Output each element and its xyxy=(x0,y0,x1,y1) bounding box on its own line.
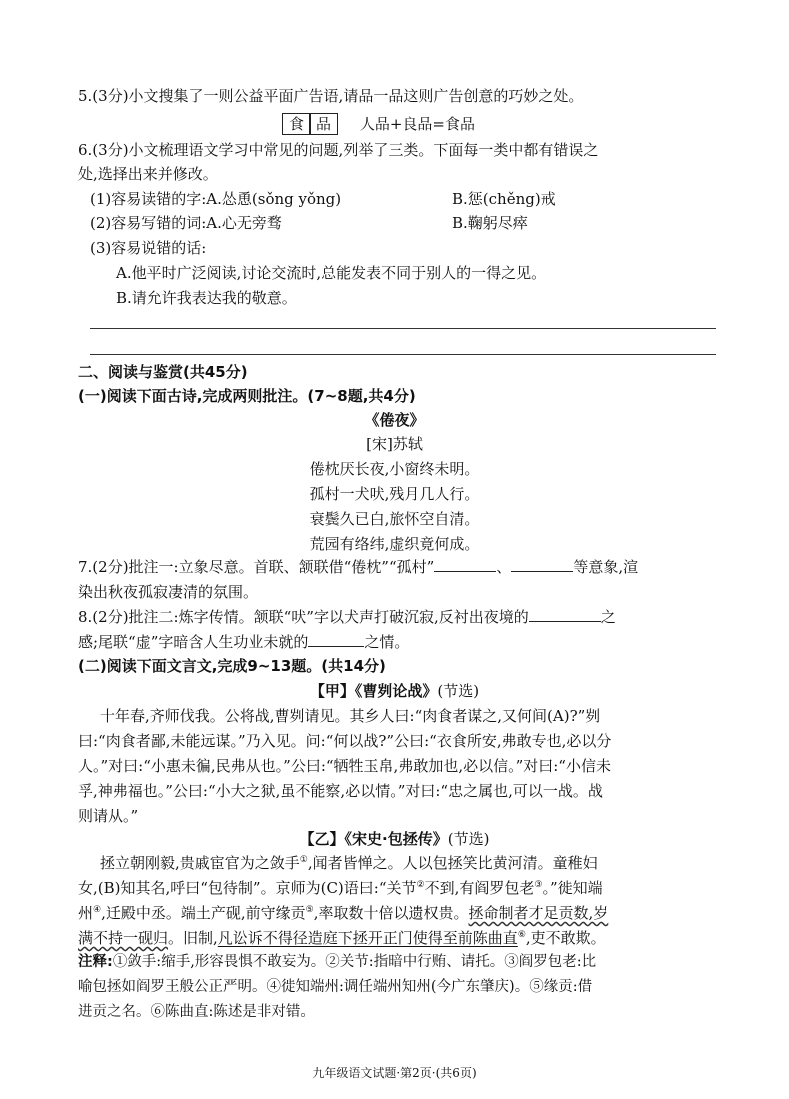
q6-row1-b: B.惩(chěng)戒 xyxy=(452,190,556,208)
jia-line-4: 孚,神弗福也。”公曰:“小大之狱,虽不能察,必以情。”对曰:“忠之属也,可以一战。战 xyxy=(78,782,603,800)
q8-blank-2[interactable] xyxy=(308,632,364,647)
poem-line-2: 孤村一犬吠,残月几人行。 xyxy=(309,485,480,503)
jia-line-5: 则请从。” xyxy=(78,807,139,825)
yi-line-1 xyxy=(100,853,598,873)
ad-formula: 人品+良品=食品 xyxy=(359,115,475,133)
yi-text: 。旧制, xyxy=(168,929,218,947)
yi-text: ,迁殿中丞。端土产砚,前守缘贡 xyxy=(101,904,306,922)
answer-line-1[interactable] xyxy=(90,328,716,329)
part-1-heading: (一)阅读下面古诗,完成两则批注。(7~8题,共4分) xyxy=(78,387,416,405)
notes-line-1 xyxy=(78,952,596,972)
yi-line-3 xyxy=(78,903,608,923)
q8-blank-1[interactable] xyxy=(529,607,601,622)
poem-line-1: 倦枕厌长夜,小窗终未明。 xyxy=(309,460,480,478)
ad-box-char-2: 品 xyxy=(309,113,338,135)
yi-text: 州 xyxy=(78,904,94,922)
part-2-heading: (二)阅读下面文言文,完成9~13题。(共14分) xyxy=(78,657,386,675)
q8-text-a: 8.(2分)批注二:炼字传情。颔联“吠”字以犬声打破沉寂,反衬出夜境的 xyxy=(78,608,529,626)
q7-separator: 、 xyxy=(496,558,512,576)
q7-blank-2[interactable] xyxy=(511,557,573,572)
q6-row3: (3)容易说错的话: xyxy=(90,239,207,257)
jia-line-2: 曰:“肉食者鄙,未能远谋。”乃入见。问:“何以战?”公曰:“衣食所安,弗敢专也,必以分 xyxy=(78,732,612,750)
poem-title: 《倦夜》 xyxy=(364,411,425,429)
footnote-mark-6: ⑥ xyxy=(517,930,526,940)
footnote-mark-3: ③ xyxy=(534,880,543,890)
jia-line-3: 人。”对曰:“小惠未徧,民弗从也。”公曰:“牺牲玉帛,弗敢加也,必以信。”对曰:“小信未 xyxy=(78,757,611,775)
footnote-mark-2: ② xyxy=(416,880,425,890)
q6-option-a: A.他平时广泛阅读,讨论交流时,总能发表不同于别人的一得之见。 xyxy=(116,264,547,282)
q5-ad xyxy=(283,113,475,135)
footnote-mark-5: ⑤ xyxy=(305,905,314,915)
yi-title-suffix: (节选) xyxy=(447,830,490,848)
q7-text-b: 等意象,渲 xyxy=(573,558,639,576)
wavy-underlined-sentence: 满不持一砚归 xyxy=(78,929,169,947)
q7-text-a: 7.(2分)批注一:立象尽意。首联、颔联借“倦枕”“孤村” xyxy=(78,558,435,576)
poem-line-4: 荒园有络纬,虚织竟何成。 xyxy=(309,535,480,553)
notes-line-2: 喻包拯如阎罗王般公正严明。④徙知端州:调任端州知州(今广东肇庆)。⑤缘贡:借 xyxy=(78,979,593,995)
poem-line-3: 衰鬓久已白,旅怀空自清。 xyxy=(309,510,480,528)
yi-line-4 xyxy=(78,928,606,948)
q5-text: 5.(3分)小文搜集了一则公益平面广告语,请品一品这则广告创意的巧妙之处。 xyxy=(78,87,584,105)
yi-text: 。”徙知端 xyxy=(542,879,603,897)
q6-option-b: B.请允许我表达我的敬意。 xyxy=(116,289,297,307)
jia-title xyxy=(0,681,789,701)
q6-row1-a: (1)容易读错的字:A.怂恿(sǒng yǒng) xyxy=(90,190,342,208)
yi-text: ,闻者皆惮之。人以包拯笑比黄河清。童稚妇 xyxy=(307,854,598,872)
q7-blank-1[interactable] xyxy=(434,557,496,572)
q8-text-c: 感;尾联“虚”字暗含人生功业未就的 xyxy=(78,633,309,651)
yi-text: ,率取数十倍以遗权贵。 xyxy=(313,904,469,922)
yi-text: ,吏不敢欺。 xyxy=(525,929,606,947)
q6-row2-b: B.鞠躬尽瘁 xyxy=(452,214,528,232)
q6-text-1: 6.(3分)小文梳理语文学习中常见的问题,列举了三类。下面每一类中都有错误之 xyxy=(78,141,599,159)
footnote-mark-4: ④ xyxy=(93,905,102,915)
q6-text-2: 处,选择出来并修改。 xyxy=(78,165,218,183)
q8-text-b: 之 xyxy=(600,608,616,626)
wavy-underlined-sentence: 拯命制者才足贡数,岁 xyxy=(468,904,609,922)
underlined-sentence: 凡讼诉不得径造庭下拯开正门使得至前陈曲直 xyxy=(217,929,518,947)
footnote-mark-1: ① xyxy=(299,855,308,865)
page-footer: 九年级语文试题·第2页·(共6页) xyxy=(312,1066,477,1080)
notes-text: ①敛手:缩手,形容畏惧不敢妄为。②关节:指暗中行贿、请托。③阎罗包老:比 xyxy=(112,954,597,970)
jia-title-text: 【甲】《曹刿论战》 xyxy=(309,682,438,700)
jia-line-1: 十年春,齐师伐我。公将战,曹刿请见。其乡人曰:“肉食者谋之,又何间(A)?”刿 xyxy=(100,707,601,725)
q8-line-1 xyxy=(78,607,616,627)
poem-author: [宋]苏轼 xyxy=(366,435,423,453)
yi-title-text: 【乙】《宋史·包拯传》 xyxy=(299,830,448,848)
notes-label: 注释: xyxy=(78,954,113,970)
q8-text-d: 之情。 xyxy=(364,633,410,651)
section-2-heading: 二、阅读与鉴赏(共45分) xyxy=(78,363,248,381)
q6-row2-a: (2)容易写错的词:A.心无旁骛 xyxy=(90,214,282,232)
yi-line-2 xyxy=(78,878,603,898)
q8-line-2 xyxy=(78,632,409,652)
answer-line-2[interactable] xyxy=(90,354,716,355)
yi-text: 不到,有阎罗包老 xyxy=(424,879,535,897)
q7-line-1 xyxy=(78,557,638,577)
yi-text: 拯立朝刚毅,贵戚宦官为之敛手 xyxy=(100,854,300,872)
notes-line-3: 进贡之名。⑥陈曲直:陈述是非对错。 xyxy=(78,1004,315,1020)
q7-line-2: 染出秋夜孤寂凄清的氛围。 xyxy=(78,583,259,601)
ad-box-char-1: 食 xyxy=(282,113,311,135)
jia-title-suffix: (节选) xyxy=(437,682,480,700)
yi-title xyxy=(0,829,789,849)
yi-text: 女,(B)知其名,呼曰“包待制”。京师为(C)语曰:“关节 xyxy=(78,879,417,897)
